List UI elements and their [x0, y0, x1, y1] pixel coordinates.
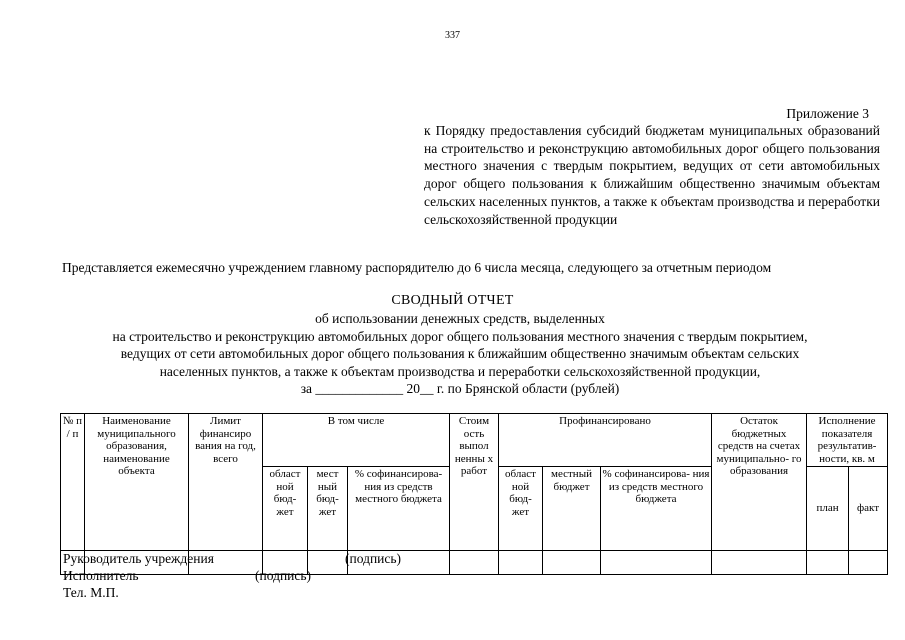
- page-number: 337: [445, 30, 460, 41]
- header-including: В том числе: [263, 414, 450, 467]
- header-num: № п / п: [61, 414, 85, 551]
- subtitle-line: населенных пунктов, а также к объектам производства и переработки сельскохозяйственной продукции,: [159, 363, 761, 379]
- signature-head: [63, 551, 401, 567]
- header-plan: план: [807, 467, 849, 551]
- executor-label: Исполнитель: [63, 568, 139, 583]
- signature-executor: [63, 568, 311, 584]
- header-execution: Исполнение показателя результатив- ности, кв. м: [807, 414, 888, 467]
- header-name: Наименование муниципального образования, наименование объекта: [85, 414, 189, 551]
- report-title: СВОДНЫЙ ОТЧЕТ: [391, 293, 514, 308]
- table-cell: [450, 551, 499, 575]
- head-signature: (подпись): [345, 551, 402, 566]
- subtitle-line: об использовании денежных средств, выделенных: [315, 311, 605, 326]
- executor-signature: (подпись): [255, 568, 312, 583]
- header-inc-regional: област ной бюд- жет: [263, 467, 308, 551]
- table-cell: [499, 551, 543, 575]
- subtitle-line: ведущих от сети автомобильных дорог общего пользования к ближайшим общественно значимым объектам сельских: [120, 346, 800, 362]
- header-cost: Стоим ость выпол ненны х работ: [450, 414, 499, 551]
- subtitle-line: на строительство и реконструкцию автомобильных дорог общего пользования местного значения с твердым покрытием,: [112, 328, 808, 344]
- report-subtitle: [40, 310, 880, 398]
- header-financed: Профинансировано: [499, 414, 712, 467]
- subtitle-line: за _____________ 20__ г. по Брянской области (рублей): [300, 381, 620, 397]
- header-limit: Лимит финансиро вания на год, всего: [189, 414, 263, 551]
- header-balance: Остаток бюджетных средств на счетах муниципально- го образования: [712, 414, 807, 551]
- submission-note: Представляется ежемесячно учреждением главному распорядителю до 6 числа месяца, следующего за отчетным периодом: [62, 260, 772, 275]
- table-cell: [601, 551, 712, 575]
- table-cell: [543, 551, 601, 575]
- appendix-title: Приложение 3: [786, 106, 869, 121]
- head-label: Руководитель учреждения: [63, 551, 214, 566]
- header-inc-percent: % софинансирова- ния из средств местного бюджета: [348, 467, 450, 551]
- table-cell: [712, 551, 807, 575]
- appendix-text: к Порядку предоставления субсидий бюджетам муниципальных образований на строительство и реконструкцию автомобильных дорог общего пользования местного значения с твердым покрытием, ведущих от сети автомобильных дорог общего пользования к ближайшим общественно значимым объектам сельских населенных пунктов, а также к объектам производства и переработки сельскохозяйственной продукции: [424, 123, 880, 227]
- header-fin-regional: област ной бюд- жет: [499, 467, 543, 551]
- table-cell: [849, 551, 888, 575]
- header-fin-local: местный бюджет: [543, 467, 601, 551]
- header-fin-percent: % софинансирова- ния из средств местного бюджета: [601, 467, 712, 551]
- header-fact: факт: [849, 467, 888, 551]
- table-cell: [807, 551, 849, 575]
- phone-line: Тел. М.П.: [63, 585, 119, 600]
- header-inc-local: мест ный бюд- жет: [308, 467, 348, 551]
